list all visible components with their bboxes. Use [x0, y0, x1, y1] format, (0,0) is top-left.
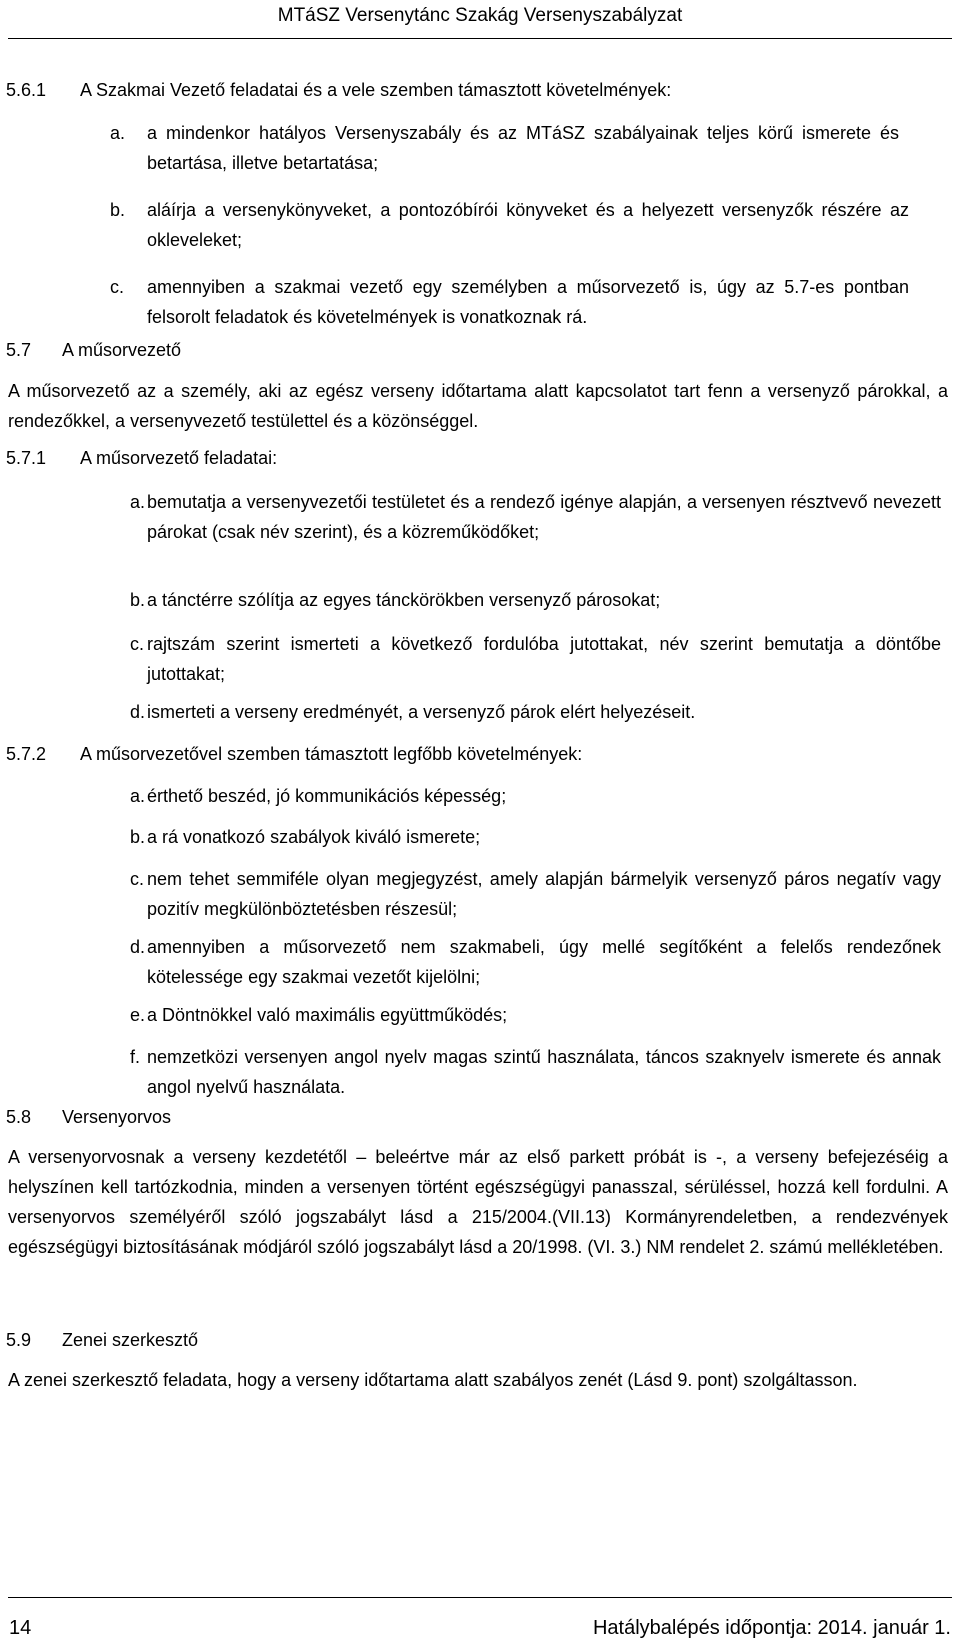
header-divider: [8, 38, 952, 39]
list-item-letter: b.: [110, 200, 126, 220]
page-number: 14: [9, 1617, 32, 1639]
list-item-letter: b.: [130, 590, 146, 610]
effective-date: Hatálybalépés időpontja: 2014. január 1.: [592, 1617, 951, 1639]
section-title: Zenei szerkesztő: [62, 1330, 199, 1350]
list-item-letter: d.: [130, 937, 146, 957]
document-header-title: MTáSZ Versenytánc Szakág Versenyszabályzat: [277, 5, 683, 26]
section-number: 5.9: [6, 1330, 32, 1350]
list-item-text: amennyiben a műsorvezető nem szakmabeli, úgy mellé segítőként a felelős rendezőnek kötelessége egy szakmai vezetőt kijelölni;: [147, 937, 941, 987]
list-item-text: aláírja a versenykönyveket, a pontozóbírói könyveket és a helyezett versenyzők részére az okleveleket;: [147, 200, 909, 250]
list-item-letter: e.: [130, 1005, 146, 1025]
section-title: A műsorvezető feladatai:: [80, 448, 278, 468]
list-item-letter: c.: [130, 634, 145, 654]
list-item-letter: f.: [130, 1047, 141, 1067]
list-item-letter: a.: [110, 123, 126, 143]
section-number: 5.8: [6, 1107, 32, 1127]
list-item-text: a rá vonatkozó szabályok kiváló ismerete;: [147, 827, 481, 847]
list-item-letter: a.: [130, 786, 146, 806]
section-5-7-paragraph: A műsorvezető az a személy, aki az egész verseny időtartama alatt kapcsolatot tart fenn a versenyző párokkal, a rendezőkkel, a versenyvezető testülettel és a közönséggel.: [8, 381, 948, 431]
list-item-letter: a.: [130, 492, 146, 512]
list-item-text: bemutatja a versenyvezetői testületet és a rendező igénye alapján, a versenyen résztvevő nevezett párokat (csak név szerint), és a közreműködőket;: [147, 492, 941, 542]
list-item-letter: d.: [130, 702, 146, 722]
list-item-text: a mindenkor hatályos Versenyszabály és az MTáSZ szabályainak teljes körű ismerete és betartása, illetve betartatása;: [147, 123, 899, 173]
section-number: 5.6.1: [6, 80, 47, 100]
section-5-9-paragraph: A zenei szerkesztő feladata, hogy a verseny időtartama alatt szabályos zenét (Lásd 9. pont) szolgáltasson.: [8, 1370, 858, 1390]
list-item-text: a Döntnökkel való maximális együttműködés;: [147, 1005, 508, 1025]
list-item-letter: c.: [110, 277, 125, 297]
section-5-8-paragraph: A versenyorvosnak a verseny kezdetétől – beleértve már az első parkett próbát is -, a verseny befejezéséig a helyszínen kell tartózkodnia, minden a versenyen történt egészségügyi panasszal, sérüléssel, hozzá kell fordulni. A versenyorvos személyéről szóló jogszabályt lásd a 215/2004.(VII.13) Kormányrendeletben, a rendezvények egészségügyi biztosításának módjáról szóló jogszabályt lásd a 20/1998. (VI. 3.) NM rendelet 2. számú mellékletében.: [8, 1147, 948, 1257]
section-number: 5.7.1: [6, 448, 47, 468]
list-item-text: ismerteti a verseny eredményét, a versenyző párok elért helyezéseit.: [147, 702, 696, 722]
list-item-text: amennyiben a szakmai vezető egy személyben a műsorvezető is, úgy az 5.7-es pontban felsorolt feladatok és követelmények is vonatkoznak rá.: [147, 277, 909, 327]
section-title: A műsorvezetővel szemben támasztott legfőbb követelmények:: [80, 744, 583, 764]
section-number: 5.7: [6, 340, 32, 360]
footer-divider: [8, 1597, 952, 1598]
section-title: A Szakmai Vezető feladatai és a vele szemben támasztott követelmények:: [80, 80, 672, 100]
list-item-text: érthető beszéd, jó kommunikációs képesség;: [147, 786, 507, 806]
list-item-letter: b.: [130, 827, 146, 847]
list-item-letter: c.: [130, 869, 145, 889]
list-item-text: rajtszám szerint ismerteti a következő fordulóba jutottakat, név szerint bemutatja a döntőbe jutottakat;: [147, 634, 941, 684]
list-item-text: nem tehet semmiféle olyan megjegyzést, amely alapján bármelyik versenyző páros negatív vagy pozitív megkülönböztetésben részesül;: [147, 869, 941, 919]
list-item-text: a tánctérre szólítja az egyes tánckörökben versenyző párosokat;: [147, 590, 661, 610]
section-title: A műsorvezető: [62, 340, 182, 360]
list-item-text: nemzetközi versenyen angol nyelv magas szintű használata, táncos szaknyelv ismerete és annak angol nyelvű használata.: [147, 1047, 941, 1097]
section-title: Versenyorvos: [62, 1107, 172, 1127]
section-number: 5.7.2: [6, 744, 47, 764]
